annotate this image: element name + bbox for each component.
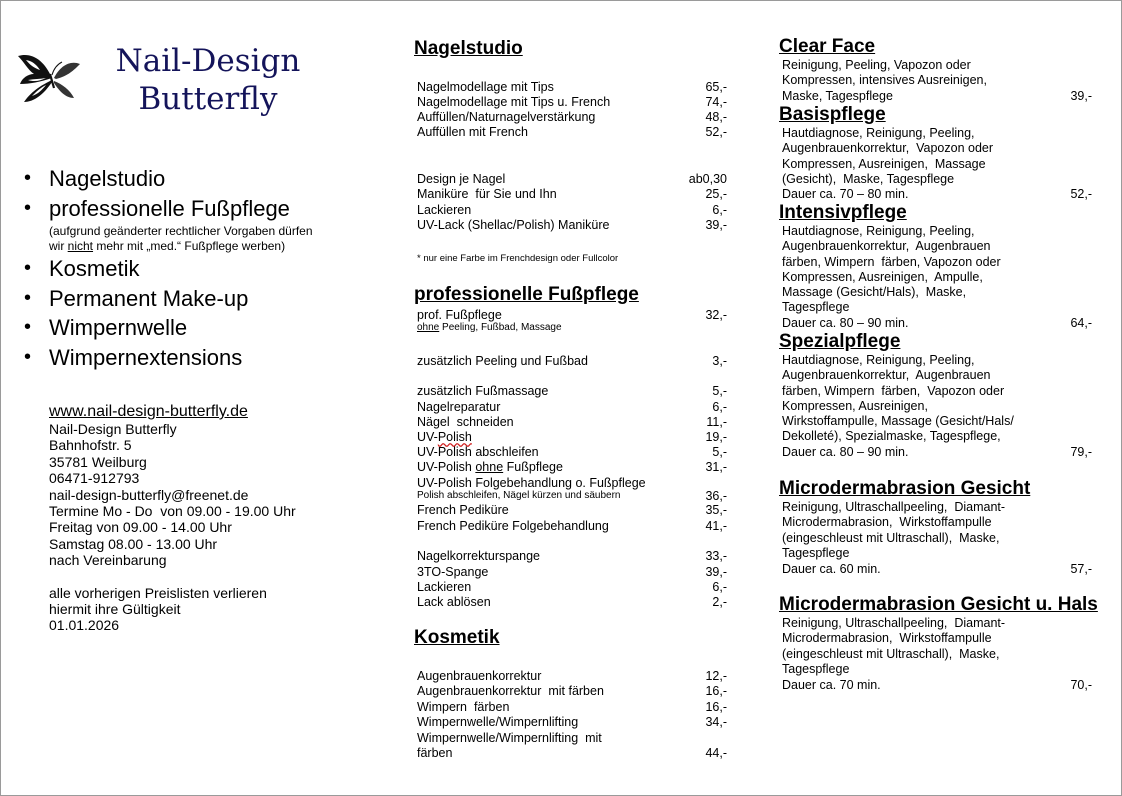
treatment-duration-row: Dauer ca. 60 min. 57,- (782, 562, 1092, 576)
treatment-title-microdermabrasion-hals: Microdermabrasion Gesicht u. Hals (779, 594, 1098, 615)
treatment-title-intensivpflege: Intensivpflege (779, 202, 907, 223)
validity-date: 01.01.2026 (49, 617, 120, 634)
footcare-note (22, 223, 382, 254)
service-item: • professionelle Fußpflege (22, 194, 382, 224)
contact-street: Bahnhofstr. 5 (49, 437, 132, 454)
footcare-note-line-2: wir nicht mehr mit „med.“ Fußpflege werben) (49, 239, 286, 253)
footcare-note-line-1: (aufgrund geänderter rechtlicher Vorgaben dürfen (49, 224, 313, 238)
price-row: prof. Fußpflege 32,- ohne Peeling, Fußbad, Massage (417, 308, 727, 333)
services-list (22, 164, 382, 372)
price-row: UV-Polish Folgebehandlung o. Fußpflege Polish abschleifen, Nägel kürzen und säubern 36,- (417, 476, 727, 503)
opening-hours-4: nach Vereinbarung (49, 552, 167, 569)
treatment-duration-row: Dauer ca. 70 – 80 min. 52,- (782, 187, 1092, 201)
opening-hours-3: Samstag 08.00 - 13.00 Uhr (49, 535, 218, 552)
treatment-title-microdermabrasion: Microdermabrasion Gesicht (779, 478, 1031, 499)
section-title-kosmetik: Kosmetik (414, 627, 500, 648)
treatment-title-basispflege: Basispflege (779, 104, 886, 125)
treatment-description: Hautdiagnose, Reinigung, Peeling, Augenbrauenkorrektur, Vapozon oder Kompressen, Ausreinigen, Massage (Gesicht), Maske, Tagespflege (782, 126, 994, 186)
butterfly-icon (14, 48, 86, 108)
treatment-description: Hautdiagnose, Reinigung, Peeling, Augenbrauenkorrektur, Augenbrauen färben, Wimpern färben, Vapozon oder Kompressen, Ausreinigen, Wirkstoffampulle, Massage (Gesicht/Hals/ Dekolleté), Spezialmaske, Tagespflege, (782, 353, 1014, 444)
footnote: * nur eine Farbe im Frenchdesign oder Fullcolor (417, 253, 619, 264)
treatment-duration-row: Dauer ca. 80 – 90 min. 64,- (782, 316, 1092, 330)
validity-line-1: alle vorherigen Preislisten verlieren (49, 584, 267, 601)
contact-name: Nail-Design Butterfly (49, 421, 177, 437)
section-title-fusspflege: professionelle Fußpflege (414, 284, 639, 305)
brand-line-1: Nail-Design (115, 43, 301, 79)
service-item: • Wimpernextensions (22, 343, 382, 373)
contact-phone: 06471-912793 (49, 470, 140, 487)
brand-line-2: Butterfly (138, 81, 278, 117)
opening-hours-2: Freitag von 09.00 - 14.00 Uhr (49, 519, 232, 536)
contact-block (49, 402, 349, 634)
treatment-duration-row: Dauer ca. 80 – 90 min. 79,- (782, 445, 1092, 459)
website-link[interactable]: www.nail-design-butterfly.de (49, 403, 248, 420)
treatment-description: Reinigung, Peeling, Vapozon oder Kompressen, intensives Ausreinigen, Maske, Tagespflege (782, 58, 987, 103)
treatment-description: Hautdiagnose, Reinigung, Peeling, Augenbrauenkorrektur, Augenbrauen färben, Wimpern färben, Vapozon oder Kompressen, Ausreinigen, Ampulle, Massage (Gesicht/Hals), Maske, Tagespflege (782, 224, 1001, 315)
price-row: Wimpernwelle/Wimpernlifting mit färben 44,- (417, 731, 727, 760)
treatment-duration-row: Dauer ca. 70 min. 70,- (782, 678, 1092, 692)
brand-title (96, 42, 320, 118)
treatment-title-spezialpflege: Spezialpflege (779, 331, 901, 352)
contact-city: 35781 Weilburg (49, 453, 147, 470)
service-item: • Wimpernwelle (22, 313, 382, 343)
service-item: • Permanent Make-up (22, 284, 382, 314)
treatment-description: Reinigung, Ultraschallpeeling, Diamant- Microdermabrasion, Wirkstoffampulle (eingeschleust mit Ultraschall), Maske, Tagespflege (782, 616, 1006, 676)
treatment-title-clear-face: Clear Face (779, 36, 876, 57)
section-title-nagelstudio: Nagelstudio (414, 38, 523, 59)
validity-line-2: hiermit ihre Gültigkeit (49, 601, 181, 618)
treatment-description: Reinigung, Ultraschallpeeling, Diamant- Microdermabrasion, Wirkstoffampulle (eingeschleust mit Ultraschall), Maske, Tagespflege (782, 500, 1006, 560)
contact-email: nail-design-butterfly@freenet.de (49, 486, 249, 503)
service-item: • Kosmetik (22, 254, 382, 284)
opening-hours-1: Termine Mo - Do von 09.00 - 19.00 Uhr (49, 503, 296, 520)
service-item: • Nagelstudio (22, 164, 382, 194)
